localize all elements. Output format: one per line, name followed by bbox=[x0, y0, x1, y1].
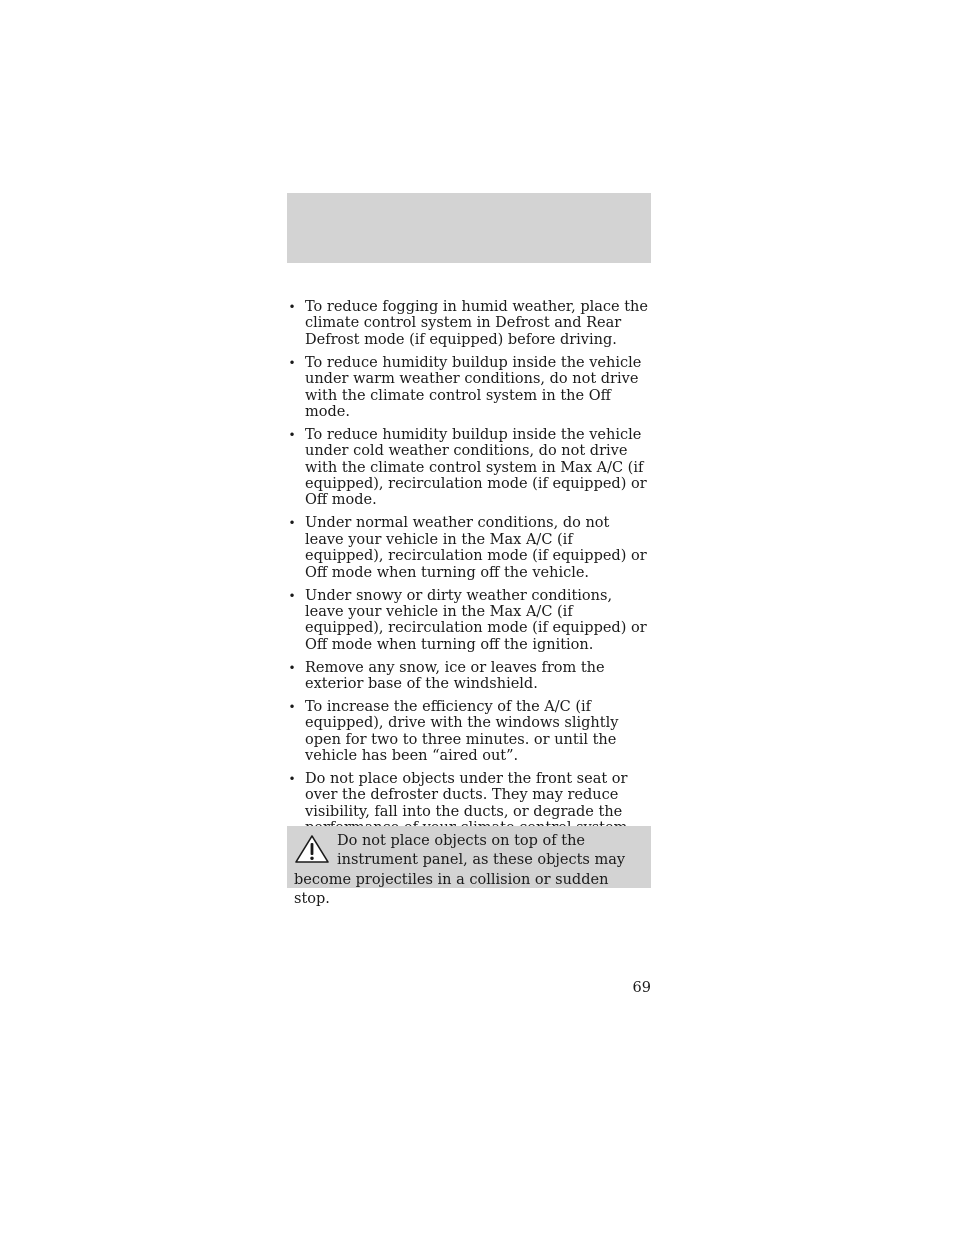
bullet-symbol: • bbox=[288, 427, 296, 442]
list-item-text: To reduce fogging in humid weather, place the climate control system in Defrost and Rear Defrost mode (if equipped) before driving. bbox=[305, 299, 648, 348]
warning-triangle-icon bbox=[294, 834, 330, 864]
warning-text: Do not place objects on top of the instrument panel, as these objects may become projectiles in a collision or sudden stop. bbox=[294, 833, 626, 908]
list-item bbox=[287, 699, 651, 765]
bullet-symbol: • bbox=[288, 772, 296, 787]
list-item-text: To reduce humidity buildup inside the vehicle under warm weather conditions, do not drive with the climate control system in the Off mode. bbox=[305, 354, 642, 420]
section-header-band bbox=[287, 193, 651, 263]
list-item-text: Under snowy or dirty weather conditions, leave your vehicle in the Max A/C (if equipped), recirculation mode (if equipped) or Off mode when turning off the ignition. bbox=[305, 587, 647, 653]
list-item bbox=[287, 355, 651, 421]
bullet-symbol: • bbox=[288, 588, 296, 603]
list-item bbox=[287, 299, 651, 348]
bullet-symbol: • bbox=[288, 699, 296, 714]
list-item bbox=[287, 515, 651, 581]
bullet-symbol: • bbox=[288, 660, 296, 675]
bullet-symbol: • bbox=[288, 300, 296, 314]
list-item-text: Under normal weather conditions, do not leave your vehicle in the Max A/C (if equipped), recirculation mode (if equipped) or Off mode when turning off the vehicle. bbox=[305, 515, 647, 581]
list-item-text: Remove any snow, ice or leaves from the exterior base of the windshield. bbox=[305, 659, 605, 693]
page-number: 69 bbox=[632, 980, 651, 996]
list-item-text: To increase the efficiency of the A/C (if equipped), drive with the windows slightly open for two to three minutes. or until the vehicle has been “aired out”. bbox=[305, 698, 619, 765]
list-item-text: To reduce humidity buildup inside the vehicle under cold weather conditions, do not drive with the climate control system in Max A/C (if equipped), recirculation mode (if equipped) or Off mode. bbox=[305, 426, 647, 509]
tips-list bbox=[287, 299, 651, 843]
warning-box bbox=[287, 826, 651, 908]
bullet-symbol: • bbox=[288, 516, 296, 531]
bullet-symbol: • bbox=[288, 355, 296, 370]
list-item bbox=[287, 660, 651, 693]
list-item bbox=[287, 427, 651, 509]
list-item bbox=[287, 588, 651, 654]
list-item-text: Do not place objects under the front seat or over the defroster ducts. They may reduce visibility, fall into the ducts, or degrade the bbox=[305, 771, 628, 820]
